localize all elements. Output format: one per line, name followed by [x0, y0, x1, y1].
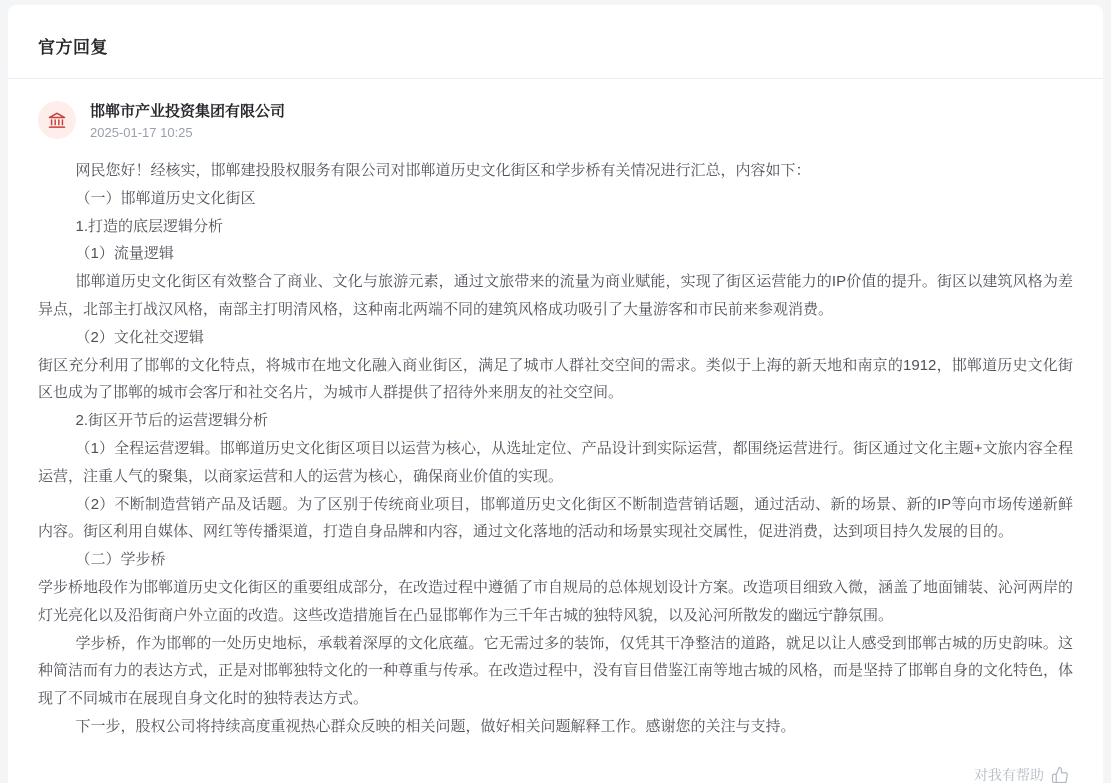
reply-paragraph: 学步桥地段作为邯郸道历史文化街区的重要组成部分，在改造过程中遵循了市自规局的总体规划设计方案。改造项目细致入微，涵盖了地面铺装、沁河两岸的灯光亮化以及沿街商户外立面的改造。这些改造措施旨在凸显邯郸作为三千年古城的独特风貌，以及沁河所散发的幽远宁静氛围。 — [38, 578, 1074, 624]
reply-paragraph: 2.街区开节后的运营逻辑分析 — [75, 412, 269, 430]
organization-avatar — [38, 101, 76, 139]
helpful-label: 对我有帮助 — [974, 766, 1044, 783]
reply-head — [38, 101, 1073, 142]
reply-footer — [38, 741, 1073, 783]
card-header — [8, 5, 1103, 78]
reply-paragraph: （二）学步桥 — [75, 551, 166, 569]
reply-paragraph: 邯郸道历史文化街区有效整合了商业、文化与旅游元素，通过文旅带来的流量为商业赋能，实现了街区运营能力的IP价值的提升。街区以建筑风格为差异点，北部主打战汉风格，南部主打明清风格，这种南北两端不同的建筑风格成功吸引了大量游客和市民前来参观消费。 — [38, 273, 1073, 318]
reply-paragraph: （1）流量逻辑 — [75, 245, 174, 263]
bank-icon — [47, 110, 67, 130]
reply-paragraph: 网民您好！经核实，邯郸建投股权服务有限公司对邯郸道历史文化街区和学步桥有关情况进行汇总，内容如下： — [75, 162, 811, 179]
official-reply-card — [8, 5, 1103, 783]
page-title: 官方回复 — [38, 38, 108, 57]
reply-paragraph: 学步桥，作为邯郸的一处历史地标，承载着深厚的文化底蕴。它无需过多的装饰，仅凭其干净整洁的道路，就足以让人感受到邯郸古城的历史韵味。这种简洁而有力的表达方式，正是对邯郸独特文化的一种尊重与传承。在改造过程中，没有盲目借鉴江南等地古城的风格，而是坚持了邯郸自身的文化特色，体现了不同城市在展现自身文化时的独特表达方式。 — [38, 634, 1074, 708]
reply-body — [38, 157, 1073, 741]
reply-section — [8, 79, 1103, 783]
thumbs-up-icon — [1051, 766, 1069, 783]
reply-paragraph: （2）不断制造营销产品及话题。为了区别于传统商业项目，邯郸道历史文化街区不断制造营销话题，通过活动、新的场景、新的IP等向市场传递新鲜内容。街区利用自媒体、网红等传播渠道，打造自身品牌和内容，通过文化落地的活动和场景实现社交属性，促进消费，达到项目持久发展的目的。 — [38, 495, 1073, 541]
reply-timestamp: 2025-01-17 10:25 — [90, 125, 193, 140]
helpful-button[interactable] — [974, 765, 1069, 783]
organization-name: 邯郸市产业投资集团有限公司 — [90, 103, 286, 120]
reply-paragraph: （2）文化社交逻辑 — [75, 328, 204, 346]
reply-paragraph: 1.打造的底层逻辑分析 — [75, 217, 224, 235]
reply-paragraph: （一）邯郸道历史文化街区 — [75, 189, 256, 207]
reply-meta — [90, 101, 285, 142]
reply-paragraph: （1）全程运营逻辑。邯郸道历史文化街区项目以运营为核心，从选址定位、产品设计到实际运营，都围绕运营进行。街区通过文化主题+文旅内容全程运营，注重人气的聚集，以商家运营和人的运营为核心，确保商业价值的实现。 — [38, 439, 1073, 485]
reply-paragraph: 街区充分利用了邯郸的文化特点，将城市在地文化融入商业街区，满足了城市人群社交空间的需求。类似于上海的新天地和南京的1912，邯郸道历史文化街区也成为了邯郸的城市会客厅和社交名片，为城市人群提供了招待外来朋友的社交空间。 — [38, 356, 1073, 402]
reply-paragraph: 下一步，股权公司将持续高度重视热心群众反映的相关问题，做好相关问题解释工作。感谢您的关注与支持。 — [75, 717, 796, 735]
